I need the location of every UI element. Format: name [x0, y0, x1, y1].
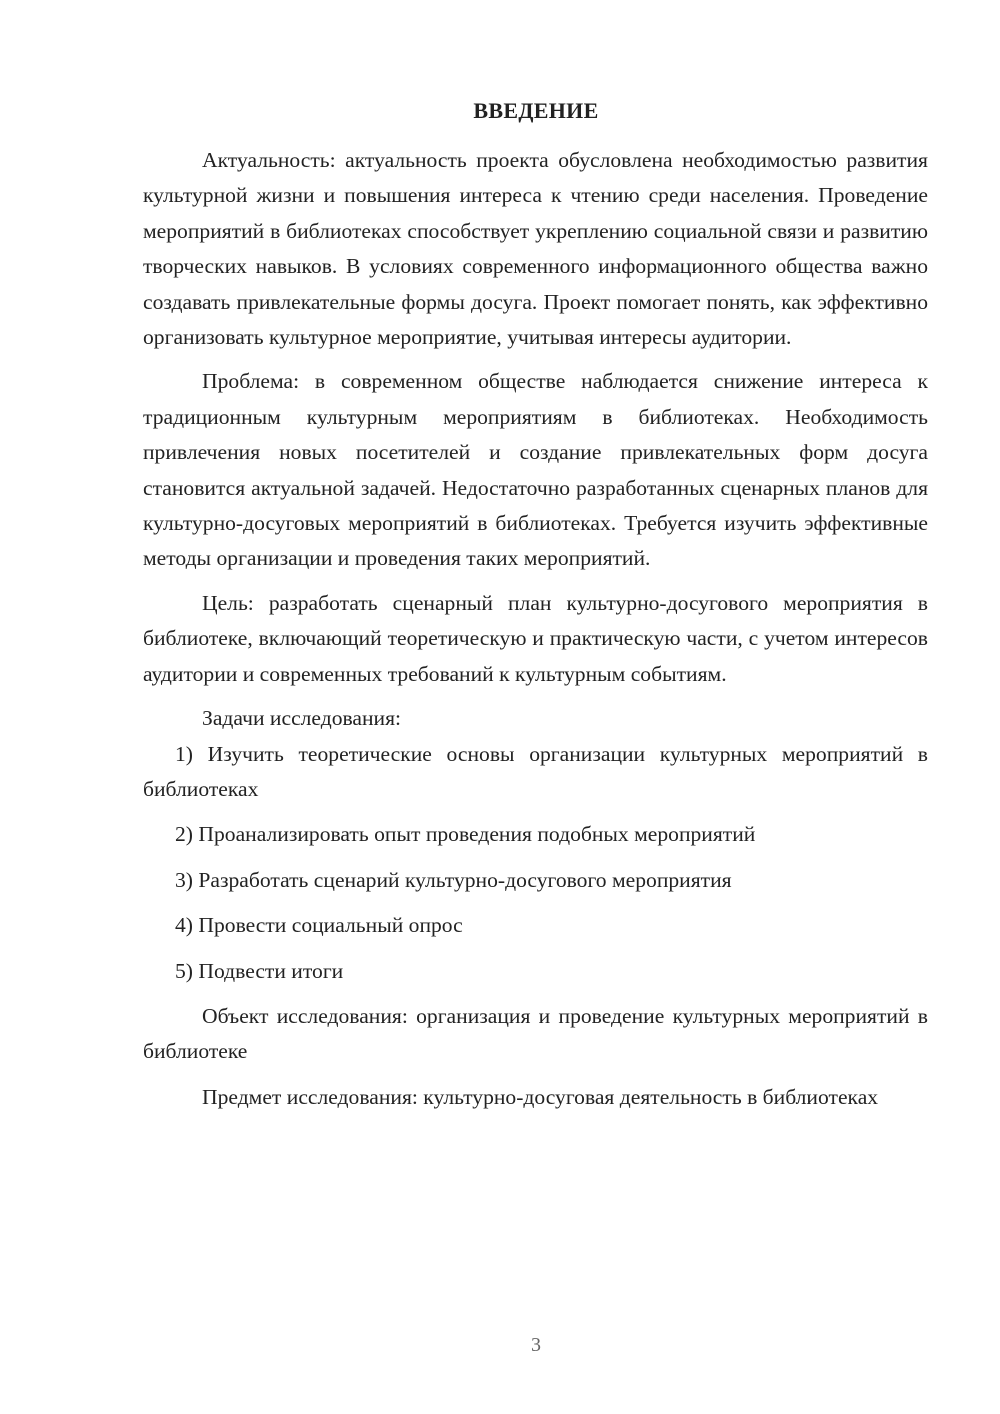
list-item-task-5: 5) Подвести итоги: [175, 958, 344, 983]
paragraph-object: Объект исследования: организация и проведение культурных мероприятий в библиотеке: [143, 1003, 928, 1064]
paragraph-problem: Проблема: в современном обществе наблюдается снижение интереса к традиционным культурным мероприятиям в библиотеках. Необходимость привлечения новых посетителей и создание привлекательных форм досуга становится актуальной задачей. Недостаточно разработанных сценарных планов для культурно-досуговых мероприятий в библиотеках. Требуется изучить эффективные методы организации и проведения таких мероприятий.: [143, 369, 928, 571]
page-title: ВВЕДЕНИЕ: [473, 98, 599, 123]
paragraph-relevance: Актуальность: актуальность проекта обусловлена необходимостью развития культурной жизни и повышения интереса к чтению среди населения. Проведение мероприятий в библиотеках способствует укреплению социальной связи и развитию творческих навыков. В условиях современного информационного общества важно создавать привлекательные формы досуга. Проект помогает понять, как эффективно организовать культурное мероприятие, учитывая интересы аудитории.: [143, 148, 928, 350]
paragraph-goal: Цель: разработать сценарный план культурно-досугового мероприятия в библиотеке, включающий теоретическую и практическую части, с учетом интересов аудитории и современных требований к культурным событиям.: [143, 590, 928, 686]
list-item-task-4: 4) Провести социальный опрос: [175, 913, 463, 938]
paragraph-subject: Предмет исследования: культурно-досуговая деятельность в библиотеках: [202, 1084, 879, 1109]
page-number: 3: [531, 1334, 541, 1356]
body-text: [143, 143, 928, 1115]
tasks-heading: Задачи исследования:: [202, 706, 402, 731]
list-item-task-1: 1) Изучить теоретические основы организации культурных мероприятий в библиотеках: [143, 741, 928, 801]
list-item-task-3: 3) Разработать сценарий культурно-досугового мероприятия: [175, 867, 732, 892]
list-item-task-2: 2) Проанализировать опыт проведения подобных мероприятий: [175, 822, 756, 847]
